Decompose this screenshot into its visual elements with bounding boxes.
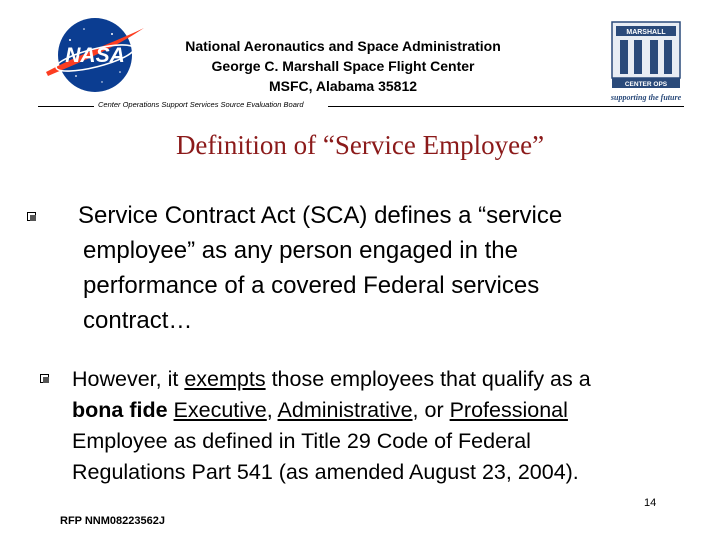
bullet2-line4: Regulations Part 541 (as amended August 23, 2004). — [72, 460, 579, 484]
bullet2-text: However, it — [72, 367, 185, 391]
bona-fide-term: bona fide — [72, 398, 168, 422]
center-name: George C. Marshall Space Flight Center — [211, 58, 475, 74]
bullet-square-icon — [40, 374, 49, 383]
nasa-logo — [40, 14, 150, 96]
administrative-term: Administrative — [277, 398, 413, 422]
center-address: MSFC, Alabama 35812 — [268, 78, 418, 94]
marshall-logo-text: MARSHALL — [626, 29, 666, 36]
bullet2-text: , — [266, 398, 278, 422]
org-name: National Aeronautics and Space Administration — [185, 38, 501, 54]
executive-term: Executive — [173, 398, 267, 422]
header-rule-right — [328, 106, 684, 107]
professional-term: Professional — [449, 398, 568, 422]
bullet1-line2: employee” as any person engaged in the — [83, 237, 518, 264]
page-number: 14 — [644, 497, 657, 509]
rfp-number: RFP NNM08223562J — [60, 515, 165, 527]
bullet1-line4: contract… — [83, 307, 193, 334]
bullet-square-icon — [27, 212, 36, 221]
header-rule-left — [38, 106, 94, 107]
bullet2-line1 — [72, 366, 591, 392]
bullet2-line2 — [72, 397, 568, 423]
bullet2-line3: Employee as defined in Title 29 Code of Federal — [72, 429, 531, 453]
slide-title: Definition of “Service Employee” — [175, 130, 545, 160]
board-name: Center Operations Support Services Source Evaluation Board — [98, 100, 304, 109]
marshall-logo-tagline: supporting the future — [610, 93, 682, 102]
marshall-center-ops-logo — [606, 20, 686, 104]
bullet1-line1: Service Contract Act (SCA) defines a “service — [78, 202, 563, 229]
bullet2-text: those employees that qualify as a — [265, 367, 591, 391]
nasa-logo-text: NASA — [65, 44, 125, 67]
bullet1-line3: performance of a covered Federal services — [83, 272, 540, 299]
exempts-term: exempts — [184, 367, 266, 391]
marshall-logo-sub: CENTER OPS — [624, 81, 668, 88]
bullet2-text: , or — [412, 398, 450, 422]
